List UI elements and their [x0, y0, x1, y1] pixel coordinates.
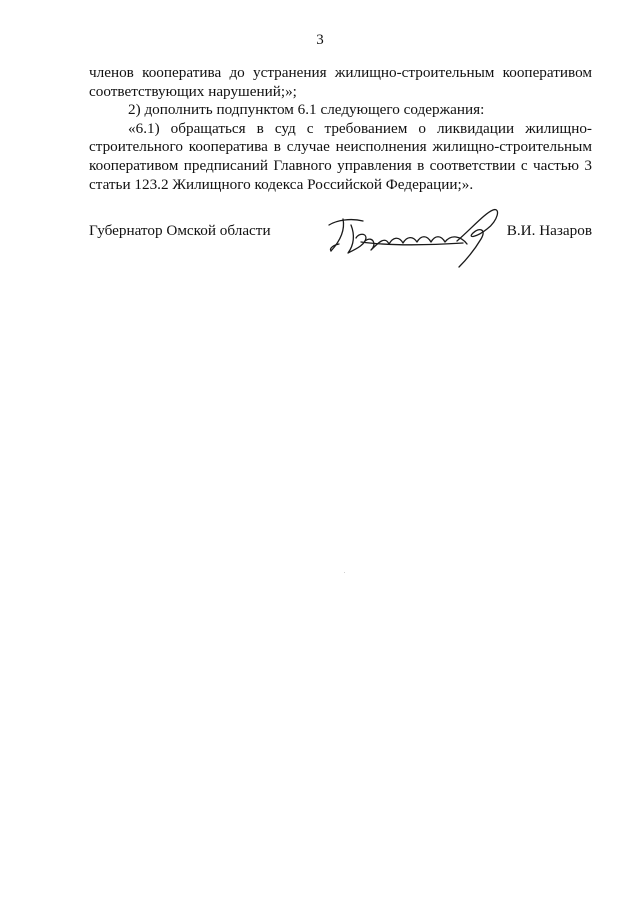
handwritten-signature — [321, 205, 501, 271]
scan-speck — [344, 572, 345, 573]
signer-title: Губернатор Омской области — [89, 222, 271, 239]
page-number: 3 — [316, 32, 324, 48]
signature-block — [89, 205, 592, 275]
paragraph-item-2: 2) дополнить подпунктом 6.1 следующего содержания: — [128, 101, 485, 119]
paragraph-subitem-6-1: «6.1) обращаться в суд с требованием о ликвидации жилищно-строительного кооператива в случае неисполнения жилищно-строительным кооперативом предписаний Главного управления в соответствии с частью 3 статьи 123.2 Жилищного кодекса Российской Федерации;». — [89, 119, 592, 193]
document-body — [89, 64, 592, 194]
signer-name: В.И. Назаров — [506, 222, 592, 239]
paragraph-continuation: членов кооператива до устранения жилищно-строительным кооперативом соответствующих нарушений;»; — [89, 64, 592, 100]
